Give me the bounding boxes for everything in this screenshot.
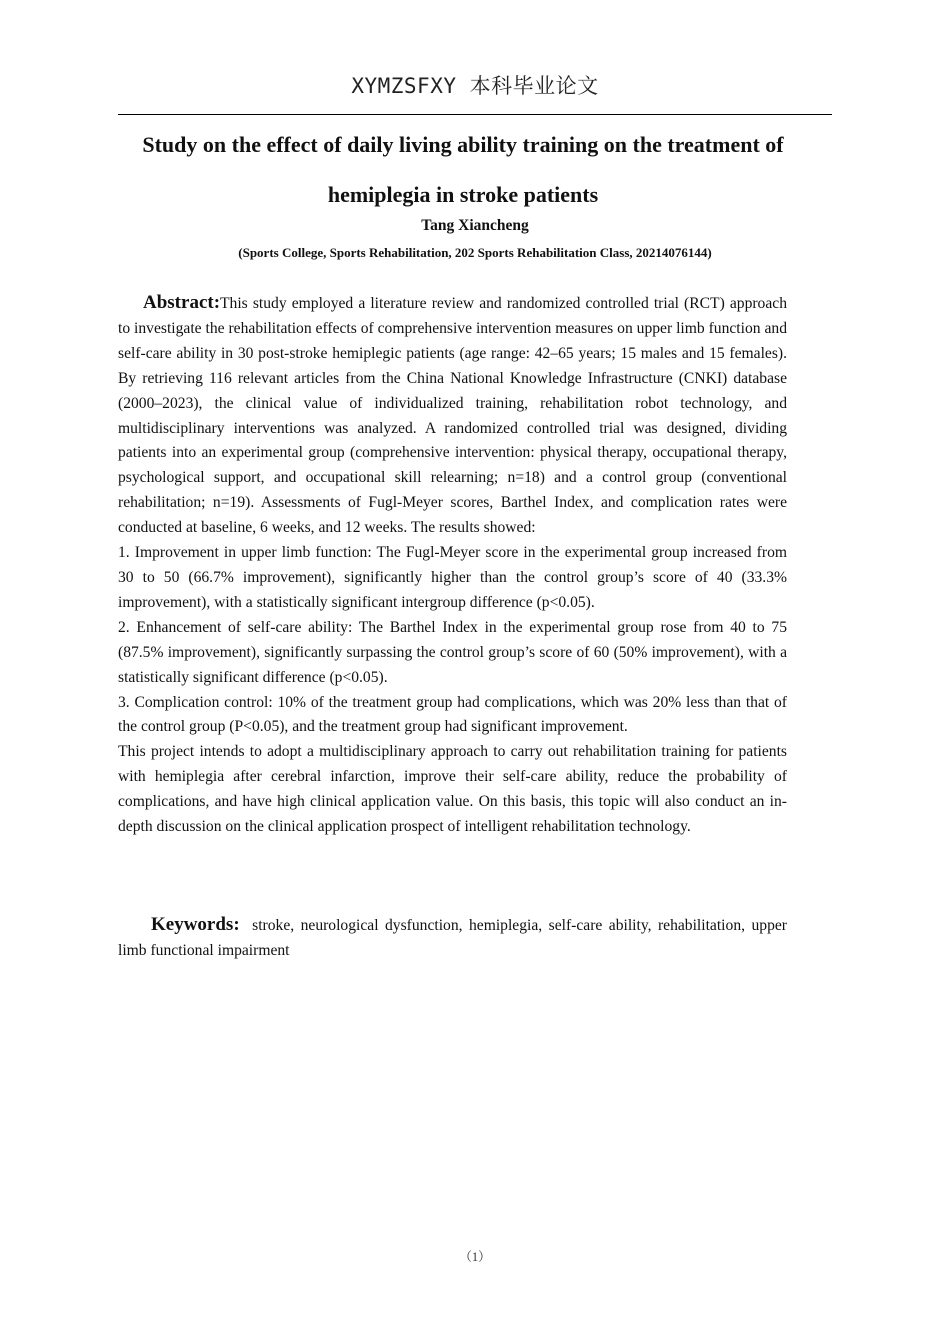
author-affiliation: (Sports College, Sports Rehabilitation, 202 Sports Rehabilitation Class, 20214076144) bbox=[238, 245, 712, 260]
abstract-label: Abstract: bbox=[143, 292, 221, 313]
author-name: Tang Xiancheng bbox=[421, 217, 529, 234]
header-divider bbox=[118, 114, 832, 115]
keywords-text: stroke, neurological dysfunction, hemiplegia, self-care ability, rehabilitation, upper limb functional impairment bbox=[118, 917, 787, 959]
abstract-intro-paragraph bbox=[118, 291, 787, 541]
keywords-label: Keywords: bbox=[151, 914, 240, 935]
abstract-conclusion-paragraph: This project intends to adopt a multidisciplinary approach to carry out rehabilitation training for patients with hemiplegia after cerebral infarction, improve their self-care ability, reduce the probability of complications, and have high clinical application value. On this basis, this topic will also conduct an in-depth discussion on the clinical application prospect of intelligent rehabilitation technology. bbox=[118, 743, 787, 836]
running-header: XYMZSFXY 本科毕业论文 bbox=[351, 74, 599, 98]
page-number: （1） bbox=[459, 1250, 491, 1264]
abstract-intro-text: This study employed a literature review and randomized controlled trial (RCT) approach to investigate the rehabilitation effects of comprehensive intervention measures on upper limb function and self-care ability in 30 post-stroke hemiplegic patients (age range: 42–65 years; 15 males and 15 females). By retrieving 116 relevant articles from the China National Knowledge Infrastructure (CNKI) database (2000–2023), the clinical value of individualized training, rehabilitation robot technology, and multidisciplinary interventions was analyzed. A randomized controlled trial was designed, dividing patients into an experimental group (comprehensive intervention: physical therapy, occupational therapy, psychological support, and occupational skill relearning; n=18) and a control group (conventional rehabilitation; n=19). Assessments of Fugl-Meyer scores, Barthel Index, and complication rates were conducted at baseline, 6 weeks, and 12 weeks. The results showed: bbox=[118, 295, 787, 537]
abstract-section bbox=[118, 291, 787, 840]
keywords-section bbox=[118, 913, 787, 964]
abstract-finding-1: 1. Improvement in upper limb function: The Fugl-Meyer score in the experimental group increased from 30 to 50 (66.7% improvement), significantly higher than the control group’s score of 40 (33.3% improvement), with a statistically significant intergroup difference (p<0.05). bbox=[118, 544, 787, 611]
paper-title: Study on the effect of daily living ability training on the treatment of hemiplegia in stroke patients bbox=[142, 132, 784, 207]
abstract-finding-3: 3. Complication control: 10% of the treatment group had complications, which was 20% less than that of the control group (P<0.05), and the treatment group had significant improvement. bbox=[118, 693, 787, 736]
abstract-finding-2: 2. Enhancement of self-care ability: The Barthel Index in the experimental group rose from 40 to 75 (87.5% improvement), significantly surpassing the control group’s score of 60 (50% improvement), with a statistically significant difference (p<0.05). bbox=[118, 618, 787, 686]
